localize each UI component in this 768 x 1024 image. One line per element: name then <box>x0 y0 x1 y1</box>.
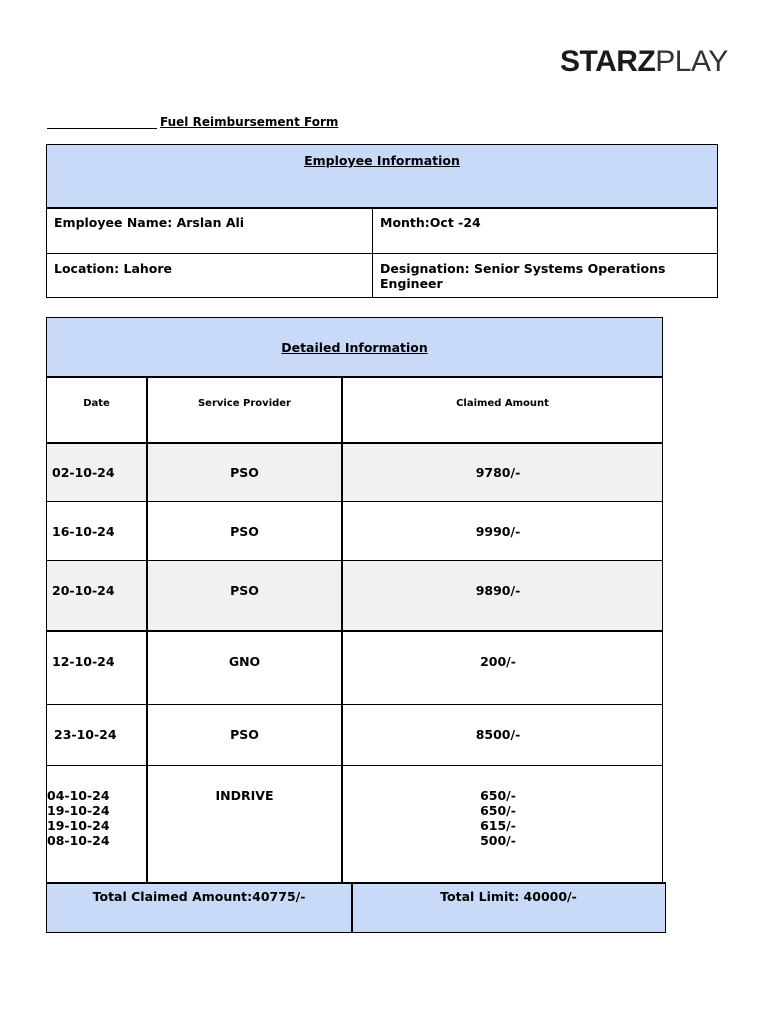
total-claimed-box <box>46 882 352 933</box>
table-row <box>47 561 662 630</box>
employee-info-table <box>46 144 718 298</box>
row-divider <box>47 253 717 254</box>
row-amount: 9990/- <box>475 524 521 539</box>
col-header-provider: Service Provider <box>197 398 291 409</box>
row-date: 02-10-24 <box>52 465 115 480</box>
month: Month:Oct -24 <box>380 215 481 230</box>
row-provider: GNO <box>228 654 261 669</box>
designation-line-2: Engineer <box>380 276 443 291</box>
row-date: 12-10-24 <box>52 654 115 669</box>
column-divider <box>372 207 373 297</box>
designation-line-1: Designation: Senior Systems Operations <box>380 261 666 276</box>
row-amount: 8500/- <box>475 727 521 742</box>
detailed-info-title: Detailed Information <box>281 340 428 355</box>
multi-amount-3: 615/- <box>480 818 516 833</box>
row-amount: 9780/- <box>475 465 521 480</box>
multi-amount-1: 650/- <box>480 788 516 803</box>
table-row <box>47 502 662 560</box>
row-amount: 200/- <box>480 654 516 669</box>
logo-strong: STARZ <box>560 45 656 78</box>
row-date: 23-10-24 <box>54 727 117 742</box>
table-row <box>47 632 662 704</box>
multi-date-3: 19-10-24 <box>47 818 110 833</box>
multi-date-4: 08-10-24 <box>47 833 110 848</box>
total-claimed: Total Claimed Amount:40775/- <box>92 889 306 904</box>
col-header-amount: Claimed Amount <box>456 398 549 409</box>
row-date: 20-10-24 <box>52 583 115 598</box>
table-row-multi <box>47 766 662 883</box>
row-provider: PSO <box>230 465 259 480</box>
location: Location: Lahore <box>54 261 173 276</box>
detailed-info-header <box>47 318 662 378</box>
total-limit-box <box>351 882 666 933</box>
employee-name: Employee Name: Arslan Ali <box>54 215 245 230</box>
total-limit: Total Limit: 40000/- <box>440 889 577 904</box>
table-row <box>47 444 662 501</box>
employee-info-header <box>47 145 717 209</box>
detailed-info-table <box>46 317 663 883</box>
multi-amount-4: 500/- <box>480 833 516 848</box>
starzplay-logo <box>560 44 728 80</box>
form-title: Fuel Reimbursement Form <box>160 115 339 129</box>
logo-light: PLAY <box>655 45 728 78</box>
col-header-date: Date <box>83 398 110 409</box>
table-row <box>47 705 662 765</box>
multi-amount-2: 650/- <box>480 803 516 818</box>
row-provider: PSO <box>230 524 259 539</box>
multi-date-1: 04-10-24 <box>47 788 110 803</box>
row-provider: PSO <box>230 727 259 742</box>
title-underline <box>47 128 157 129</box>
employee-info-title: Employee Information <box>304 153 460 168</box>
multi-provider: INDRIVE <box>215 788 274 803</box>
row-provider: PSO <box>230 583 259 598</box>
multi-date-2: 19-10-24 <box>47 803 110 818</box>
row-amount: 9890/- <box>475 583 521 598</box>
row-date: 16-10-24 <box>52 524 115 539</box>
